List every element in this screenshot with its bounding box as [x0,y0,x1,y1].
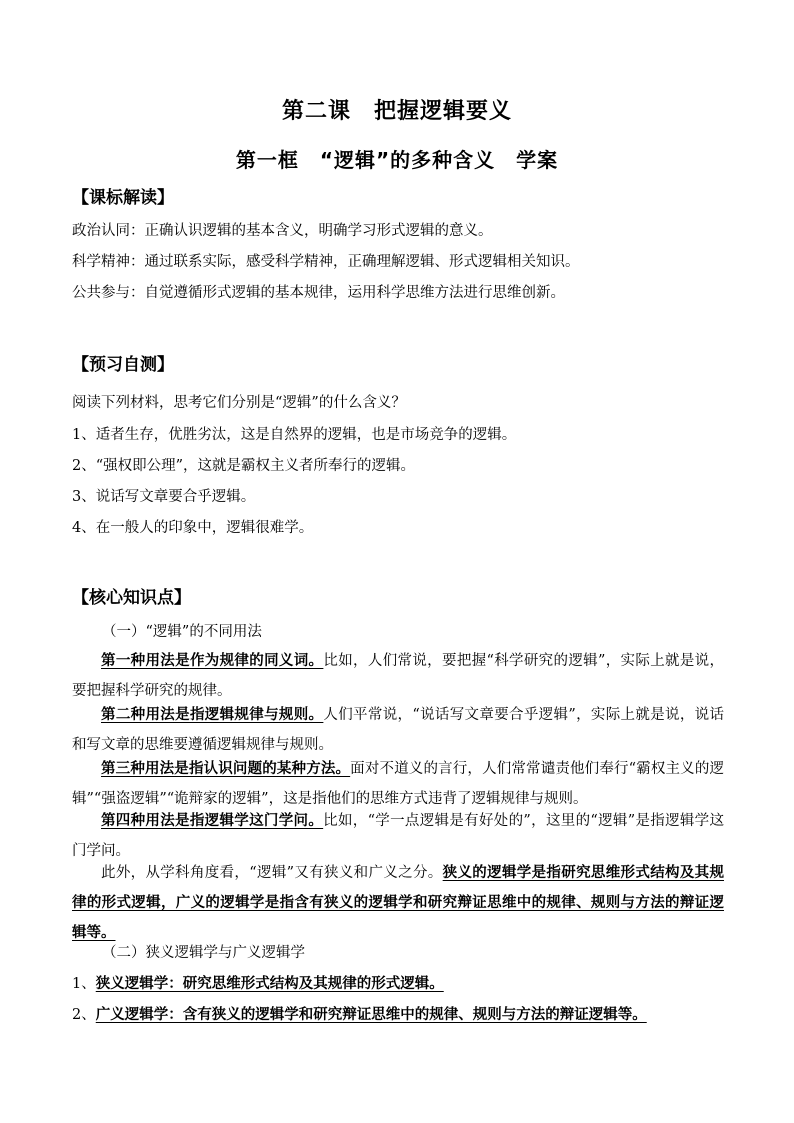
scope-paragraph [72,858,724,948]
preview-item-4: 4、在一般人的印象中，逻辑很难学。 [72,520,314,536]
usage-text-4: 比如，“学一点逻辑是有好处的”，这里的“逻辑”是指逻辑学这门学问。 [72,813,724,859]
definition-text-2: 广义逻辑学：含有狭义的逻辑学和研究辩证思维中的规律、规则与方法的辩证逻辑等。 [95,1006,647,1023]
preview-item-1: 1、适者生存，优胜劣汰，这是自然界的逻辑，也是市场竞争的逻辑。 [72,427,517,443]
curriculum-line-3: 公共参与：自觉遵循形式逻辑的基本规律，运用科学思维方法进行思维创新。 [72,285,565,301]
usage-key-1: 第一种用法是作为规律的同义词。 [101,652,324,669]
heading-preview: 【预习自测】 [72,355,174,375]
preview-item-3: 3、说话写文章要合乎逻辑。 [72,489,256,505]
heading-curriculum: 【课标解读】 [72,188,174,208]
preview-intro: 阅读下列材料，思考它们分别是“逻辑”的什么含义？ [72,395,406,411]
scope-plain: 此外，从学科角度看，“逻辑”又有狭义和广义之分。 [101,865,443,881]
definition-1 [72,974,444,994]
usage-paragraph-1 [72,646,724,706]
definition-2 [72,1005,647,1025]
preview-item-2: 2、“强权即公理”，这就是霸权主义者所奉行的逻辑。 [72,458,416,474]
subheading-usages: （一）“逻辑”的不同用法 [102,624,262,640]
usage-text-1: 比如，人们常说，要把握“科学研究的逻辑”，实际上就是说，要把握科学研究的规律。 [72,653,725,699]
definition-number-2: 2、 [72,1007,96,1023]
section-subtitle: 第一框 “逻辑”的多种含义 学案 [235,148,559,172]
subheading-narrow-broad: （二）狭义逻辑学与广义逻辑学 [102,945,305,961]
lesson-title: 第二课 把握逻辑要义 [281,99,512,124]
usage-paragraph-2 [72,700,724,760]
usage-text-2: 人们平常说，“说话写文章要合乎逻辑”，实际上就是说，说话和写文章的思维要遵循逻辑规律与规则。 [72,707,725,753]
heading-core-knowledge: 【核心知识点】 [72,588,191,608]
usage-text-3: 面对不道义的言行，人们常常谴责他们奉行“霸权主义的逻辑”“强盗逻辑”“诡辩家的逻辑”，这是指他们的思维方式违背了逻辑规律与规则。 [72,761,724,807]
definition-text-1: 狭义逻辑学：研究思维形式结构及其规律的形式逻辑。 [95,975,444,992]
usage-paragraph-4 [72,806,724,866]
scope-key: 狭义的逻辑学是指研究思维形式结构及其规律的形式逻辑，广义的逻辑学是指含有狭义的逻辑学和研究辩证思维中的规律、规则与方法的辩证逻辑等。 [72,864,724,941]
usage-paragraph-3 [72,754,724,814]
definition-number-1: 1、 [72,976,96,992]
usage-key-4: 第四种用法是指逻辑学这门学问。 [101,812,324,829]
curriculum-line-1: 政治认同：正确认识逻辑的基本含义，明确学习形式逻辑的意义。 [72,223,493,239]
usage-key-2: 第二种用法是指逻辑规律与规则。 [101,706,324,723]
usage-key-3: 第三种用法是指认识问题的某种方法。 [101,760,351,777]
curriculum-line-2: 科学精神：通过联系实际，感受科学精神，正确理解逻辑、形式逻辑相关知识。 [72,254,580,270]
